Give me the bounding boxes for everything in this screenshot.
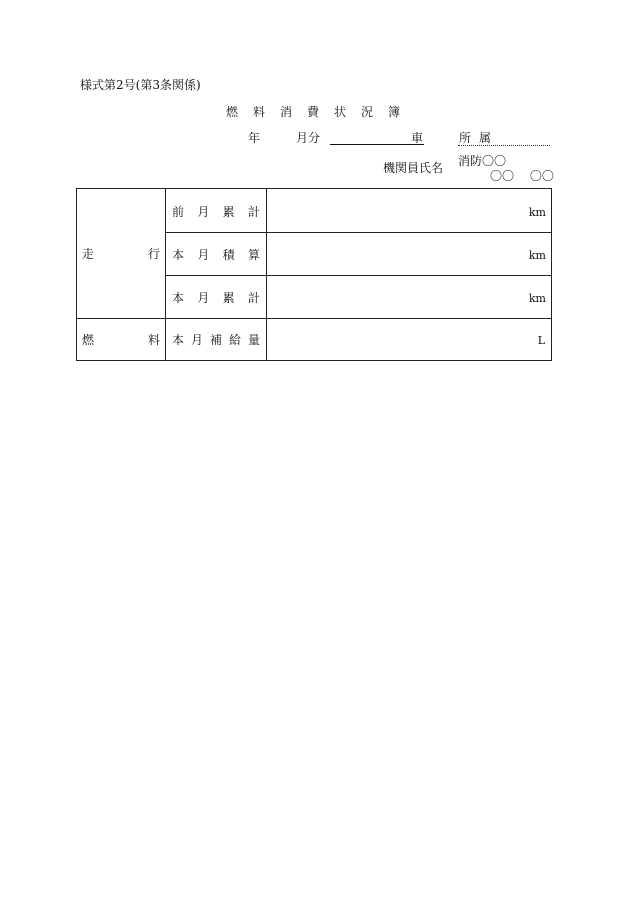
- row-label-this-month-refuel: 本 月 補 給 量: [172, 333, 260, 347]
- section-label-running: 走 行: [82, 247, 160, 261]
- year-label: 年: [248, 131, 261, 145]
- value-cell-this-month-total[interactable]: [267, 276, 551, 318]
- value-cell-this-month-refuel[interactable]: [267, 319, 551, 361]
- section-label-fuel: 燃 料: [82, 333, 160, 347]
- value-cell-this-month-accum[interactable]: [267, 233, 551, 275]
- fuel-consumption-table: [76, 188, 552, 361]
- unit-km: km: [528, 206, 546, 219]
- document-title: 燃料消費状況簿: [226, 105, 416, 119]
- unit-km: km: [528, 292, 546, 305]
- vehicle-label: 車: [411, 131, 424, 145]
- vehicle-blank-line[interactable]: [330, 144, 424, 145]
- form-number-label: 様式第2号(第3条関係): [80, 78, 201, 92]
- row-label-this-month-accum: 本 月 積 算: [172, 248, 260, 262]
- unit-km: km: [528, 249, 546, 262]
- engineer-name-label: 機関員氏名: [383, 161, 444, 175]
- engineer-name-line1: 消防〇〇: [458, 154, 507, 168]
- affiliation-label: 所属: [459, 131, 500, 145]
- unit-liter: L: [537, 334, 545, 347]
- month-label: 月分: [296, 131, 321, 145]
- value-cell-prev-month-total[interactable]: [267, 190, 551, 232]
- row-label-prev-month-total: 前 月 累 計: [172, 205, 260, 219]
- affiliation-dotted-line[interactable]: [458, 145, 550, 146]
- engineer-name-line2: 〇〇 〇〇: [490, 169, 554, 183]
- row-label-this-month-total: 本 月 累 計: [172, 291, 260, 305]
